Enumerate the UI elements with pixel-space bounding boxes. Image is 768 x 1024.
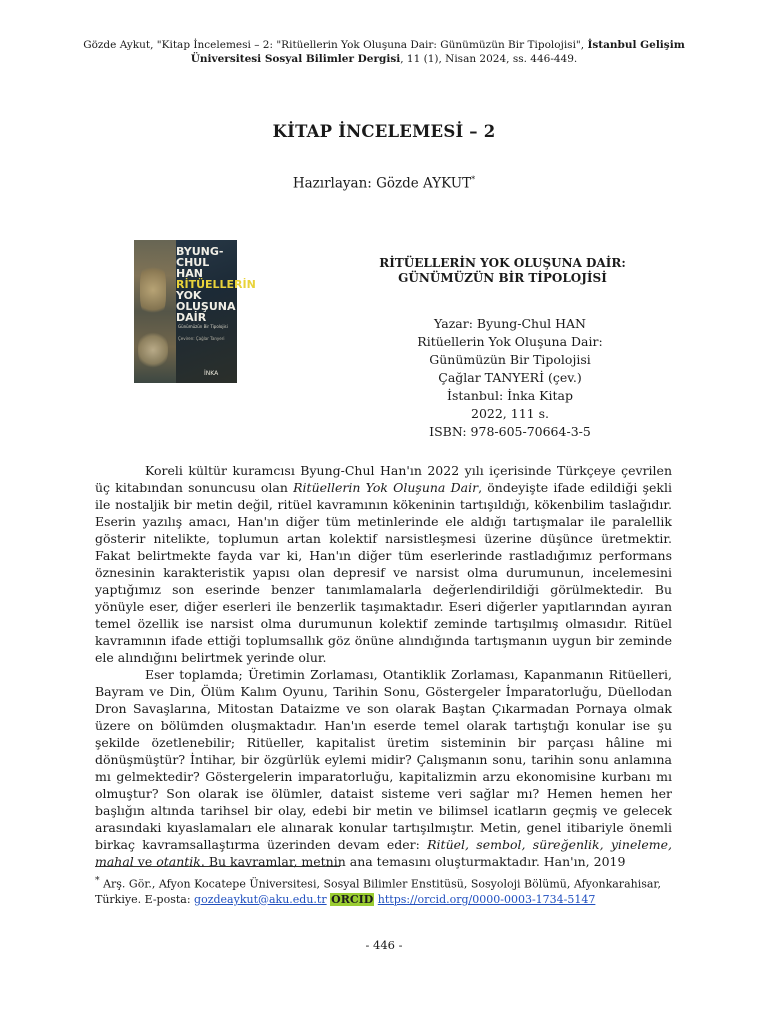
paragraph: Koreli kültür kuramcısı Byung-Chul Han'ın 2022 yılı içerisinde Türkçeye çevrilen üç kitabından sonuncusu olan Ritüellerin Yok Oluşuna Dair, öndeyişte ifade edildiği şekli ile nostaljik bir metin değil, ritüel kavramının kökeninin tartışıldığı, kökenbilim taslağıdır. Eserin yazılış amacı, Han'ın diğer tüm metinlerinde ele aldığı tartışmalar ile paralellik gösterir nitelikte, toplumun artan kolektif narsistleşmesi üzerine düşünce üretmektir. Fakat belirtmekte fayda var ki, Han'ın diğer tüm eserlerinde rastladığımız performans öznesinin karakteristik yapısı olan depresif ve narsist olma durumunun, incelemesini yaptığımız son eserinde benzer tanımlamalarla değerlendirildiği görülmektedir. Bu yönüyle eser, diğer eserleri ile benzerlik taşımaktadır. Eseri diğerler yapıtlarından ayıran temel özellik ise narsist olma durumunun kolektif zeminde tartışılmış olmasıdır. Ritüel kavramının ifade ettiği toplumsallık göz önüne alındığında tartışmanın uygun bir zeminde ele alındığını belirtmek yerinde olur. xyxy=(95,463,673,665)
book-title-repeat: Günümüzün Bir Tipolojisi xyxy=(429,352,591,367)
cover-author-line: CHUL xyxy=(176,256,210,269)
cover-author-line: BYUNG- xyxy=(176,245,224,258)
cover-title-line: YOK xyxy=(176,289,202,302)
footnote-marker[interactable]: * xyxy=(471,175,476,184)
cover-artwork-figure xyxy=(138,330,168,370)
book-isbn: ISBN: 978-605-70664-3-5 xyxy=(429,424,591,439)
cover-subtitle: Günümüzün Bir Tipolojisi xyxy=(178,324,228,329)
book-info xyxy=(355,315,665,441)
running-header xyxy=(70,38,698,66)
book-publisher: İstanbul: İnka Kitap xyxy=(447,388,573,403)
page-title: KİTAP İNCELEMESİ – 2 xyxy=(272,122,496,141)
footnote-text: Arş. Gör., Afyon Kocatepe Üniversitesi, Sosyal Bilimler Enstitüsü, Sosyoloji Bölümü, Afyonkarahisar, Türkiye. E-posta: xyxy=(95,877,661,906)
footnote-mark: * xyxy=(95,875,100,886)
page-number: - 446 - xyxy=(365,938,403,952)
cover-title-line: RİTÜELLERİN xyxy=(176,278,256,291)
review-body xyxy=(95,462,672,870)
book-year-pages: 2022, 111 s. xyxy=(471,406,549,421)
header-journal: İstanbul Gelişim Üniversitesi Sosyal Bilimler Dergisi xyxy=(190,39,685,65)
preparer-line xyxy=(0,175,768,192)
header-citation-tail: , 11 (1), Nisan 2024, ss. 446-449. xyxy=(400,53,578,65)
paragraph: Eser toplamda; Üretimin Zorlaması, Otantiklik Zorlaması, Kapanmanın Ritüelleri, Bayram ve Din, Ölüm Kalım Oyunu, Tarihin Sonu, Göstergeler İmparatorluğu, Düellodan Dron Savaşlarına, Mitostan Dataizme ve son olarak Baştan Çıkarmadan Pornaya olmak üzere on bölümden oluşmaktadır. Han'ın eserde temel olarak tartıştığı konular ise şu şekilde özetlenebilir; Ritüeller, kapitalist üretim sisteminin bir parçası hâline mi dönüşmüştür? İntihar, bir özgürlük eylemi midir? Çalışmanın sonu, tarihin sonu anlamına mı gelmektedir? Göstergelerin imparatorluğu, kapitalizmin arzu ekonomisine kurbanı mı olmuştur? Son olarak ise ölümler, dataist sisteme veri sağlar mı? Hemen hemen her başlığın altında tarihsel bir olay, edebi bir metin ve bilimsel icatların geçmiş ve gelecek arasındaki kıyaslamaları ele alınarak konular tartışılmıştır. Metin, genel itibariyle önemli birkaç kavramsallaştırma üzerinden devam eder: Ritüel, sembol, süreğenlik, yineleme, mahal ve otantik. Bu kavramlar, metnin ana temasını oluşturmaktadır. Han'ın, 2019 xyxy=(95,667,672,869)
book-title xyxy=(335,256,670,286)
cover-artwork-figure xyxy=(140,260,166,320)
book-title-line: RİTÜELLERİN YOK OLUŞUNA DAİR: xyxy=(379,256,626,270)
cover-author-line: HAN xyxy=(176,267,203,280)
orcid-badge: ORCID xyxy=(331,892,374,906)
cover-publisher-logo: İNKA xyxy=(204,370,219,377)
preparer-label: Hazırlayan: Gözde AYKUT xyxy=(292,175,472,192)
book-title-line: GÜNÜMÜZÜN BİR TİPOLOJİSİ xyxy=(398,271,607,285)
orcid-link[interactable]: https://orcid.org/0000-0003-1734-5147 xyxy=(377,892,596,906)
cover-translator: Çeviren: Çağlar Tanyeri xyxy=(178,336,225,341)
cover-title xyxy=(176,245,256,324)
book-title-repeat: Ritüellerin Yok Oluşuna Dair: xyxy=(417,334,603,349)
book-author: Yazar: Byung-Chul HAN xyxy=(433,316,586,331)
book-translator: Çağlar TANYERİ (çev.) xyxy=(438,370,582,385)
footnote xyxy=(95,873,672,907)
header-citation: Gözde Aykut, "Kitap İncelemesi – 2: "Ritüellerin Yok Oluşuna Dair: Günümüzün Bir Tipolojisi", xyxy=(83,39,588,51)
cover-title-line: OLUŞUNA xyxy=(176,300,236,313)
footnote-divider xyxy=(95,866,340,867)
cover-title-line: DAİR xyxy=(176,311,207,324)
email-link[interactable]: gozdeaykut@aku.edu.tr xyxy=(194,892,327,906)
book-cover-image xyxy=(134,240,256,383)
